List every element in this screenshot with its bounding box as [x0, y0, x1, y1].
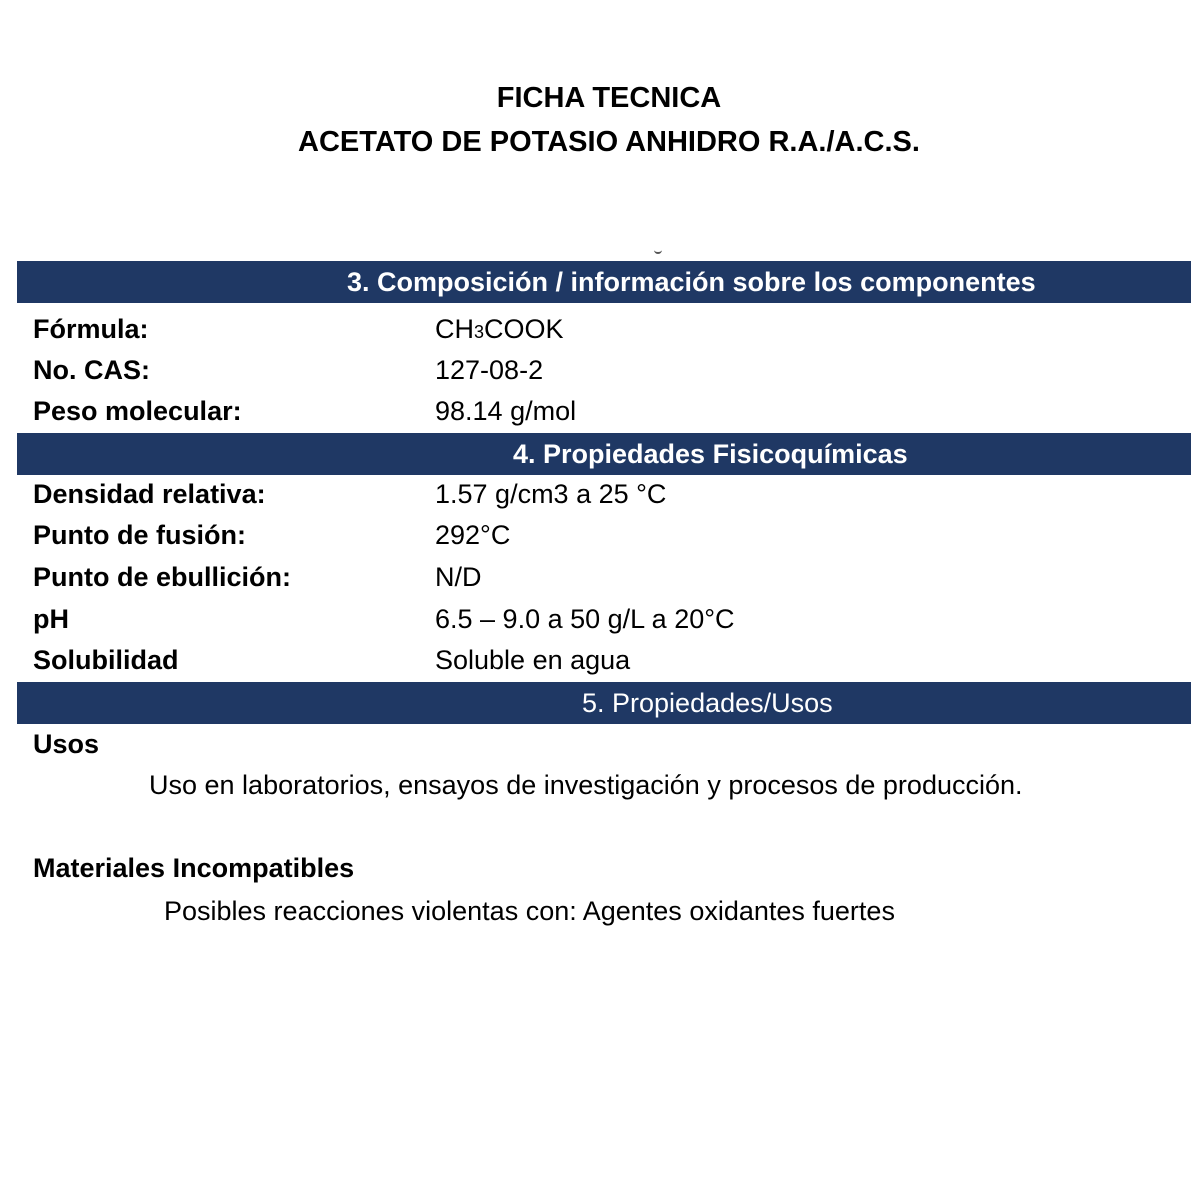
density-value: 1.57 g/cm3 a 25 °C — [435, 479, 667, 509]
incompatibles-heading: Materiales Incompatibles — [33, 853, 355, 883]
solubility-value: Soluble en agua — [435, 645, 631, 675]
section-3-title: 3. Composición / información sobre los componentes — [347, 267, 1036, 297]
cas-value: 127-08-2 — [435, 355, 544, 385]
density-label: Densidad relativa: — [33, 479, 266, 509]
ph-value: 6.5 – 9.0 a 50 g/L a 20°C — [435, 604, 735, 634]
row-density — [0, 474, 1200, 515]
usos-heading: Usos — [33, 729, 100, 759]
row-molecular-weight — [0, 391, 1200, 432]
boiling-point-label: Punto de ebullición: — [33, 562, 291, 592]
section-5-title: 5. Propiedades/Usos — [582, 688, 833, 718]
section-4-header — [17, 433, 1191, 475]
melting-point-value: 292°C — [435, 520, 511, 550]
title-product-name: ACETATO DE POTASIO ANHIDRO R.A./A.C.S. — [298, 126, 920, 158]
section-3-header — [17, 261, 1191, 303]
row-solubility — [0, 640, 1200, 681]
solubility-label: Solubilidad — [33, 645, 179, 675]
incompatibles-text: Posibles reacciones violentas con: Agentes oxidantes fuertes — [164, 896, 895, 926]
document-title — [0, 76, 1200, 164]
section-4-title: 4. Propiedades Fisicoquímicas — [513, 439, 908, 469]
row-ph — [0, 599, 1200, 640]
melting-point-label: Punto de fusión: — [33, 520, 246, 550]
molecular-weight-value: 98.14 g/mol — [435, 396, 577, 426]
row-formula — [0, 309, 1200, 350]
row-melting-point — [0, 515, 1200, 556]
formula-value-main: CH — [435, 314, 474, 344]
row-cas — [0, 350, 1200, 391]
cas-label: No. CAS: — [33, 355, 150, 385]
usos-text: Uso en laboratorios, ensayos de investigación y procesos de producción. — [149, 770, 1023, 800]
formula-value-subscript: 3 — [474, 322, 485, 342]
row-boiling-point — [0, 557, 1200, 598]
ph-label: pH — [33, 604, 69, 634]
molecular-weight-label: Peso molecular: — [33, 396, 242, 426]
formula-value — [435, 309, 564, 353]
title-ficha-tecnica: FICHA TECNICA — [496, 82, 722, 114]
formula-label: Fórmula: — [33, 314, 149, 344]
section-5-header — [17, 682, 1191, 724]
formula-value-rest: COOK — [484, 314, 564, 344]
stray-glyph-mark — [654, 247, 662, 254]
boiling-point-value: N/D — [435, 562, 482, 592]
